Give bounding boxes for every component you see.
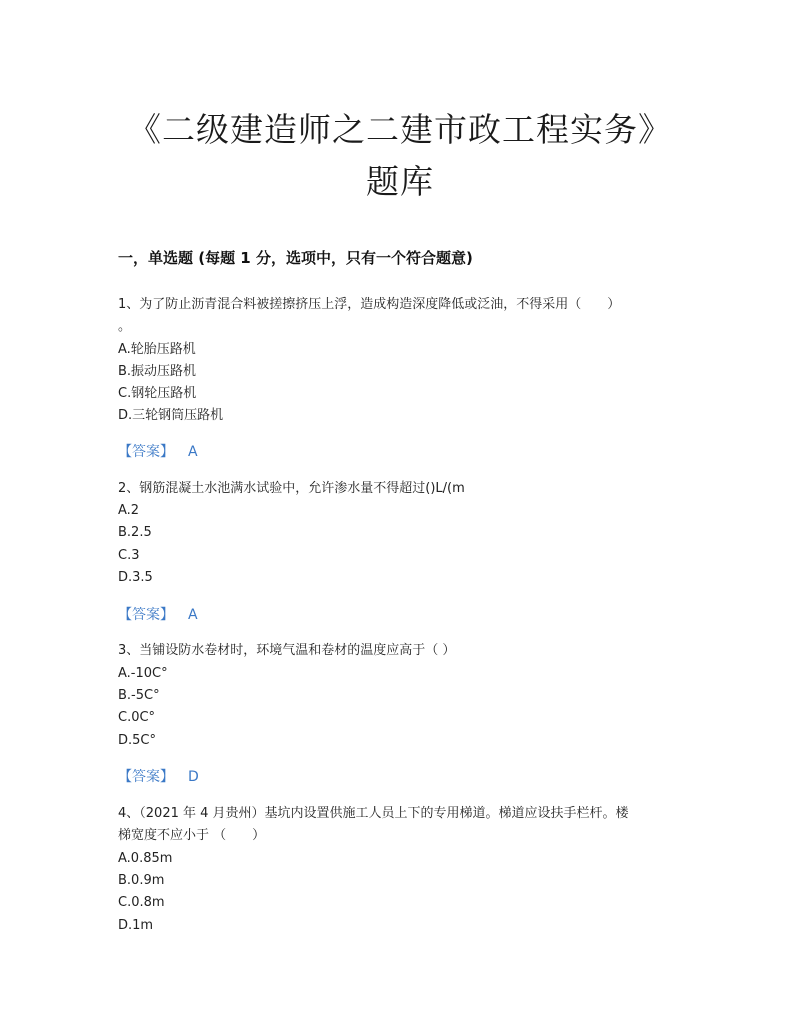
question-2-option-d: D.3.5 <box>118 570 153 585</box>
document-title-line2: 题库 <box>366 162 434 201</box>
answer-value: A <box>188 607 198 623</box>
answer-label: 【答案】 <box>118 607 174 623</box>
question-3-answer <box>118 768 199 786</box>
answer-label: 【答案】 <box>118 444 174 460</box>
question-3-stem: 3、当铺设防水卷材时，环境气温和卷材的温度应高于（ ） <box>118 643 456 658</box>
question-4-option-a: A.0.85m <box>118 851 173 866</box>
question-4-option-d: D.1m <box>118 918 154 933</box>
answer-label: 【答案】 <box>118 769 174 785</box>
answer-value: A <box>188 444 198 460</box>
question-2-option-c: C.3 <box>118 548 140 563</box>
question-3-option-b: B.-5C° <box>118 688 160 703</box>
question-1-option-b: B.振动压路机 <box>118 364 197 379</box>
question-3-option-d: D.5C° <box>118 733 156 748</box>
question-4-stem: 4、（2021 年 4 月贵州）基坑内设置供施工人员上下的专用梯道。梯道应设扶手栏杆。楼 <box>118 806 629 821</box>
question-2-stem: 2、钢筋混凝土水池满水试验中，允许渗水量不得超过()L/(m <box>118 481 465 496</box>
question-4-option-b: B.0.9m <box>118 873 165 888</box>
question-4-stem-continued: 梯宽度不应小于 （ ） <box>118 828 266 843</box>
question-1-option-a: A.轮胎压路机 <box>118 342 196 357</box>
question-3-option-a: A.-10C° <box>118 666 168 681</box>
question-1-stem: 1、为了防止沥青混合料被搓擦挤压上浮，造成构造深度降低或泛油，不得采用（ ） <box>118 297 621 312</box>
question-2-answer <box>118 606 198 624</box>
document-title-line1: 《二级建造师之二建市政工程实务》 <box>128 110 672 149</box>
question-3-option-c: C.0C° <box>118 710 156 725</box>
question-4-option-c: C.0.8m <box>118 895 165 910</box>
answer-value: D <box>188 769 199 785</box>
question-1-option-d: D.三轮钢筒压路机 <box>118 408 224 423</box>
question-1-answer <box>118 443 198 461</box>
question-2-option-b: B.2.5 <box>118 525 152 540</box>
question-2-option-a: A.2 <box>118 503 140 518</box>
section-heading: 一，单选题 (每题 1 分，选项中，只有一个符合题意) <box>118 249 473 267</box>
question-1-option-c: C.钢轮压路机 <box>118 386 197 401</box>
question-1-stem-continued: 。 <box>118 319 132 334</box>
